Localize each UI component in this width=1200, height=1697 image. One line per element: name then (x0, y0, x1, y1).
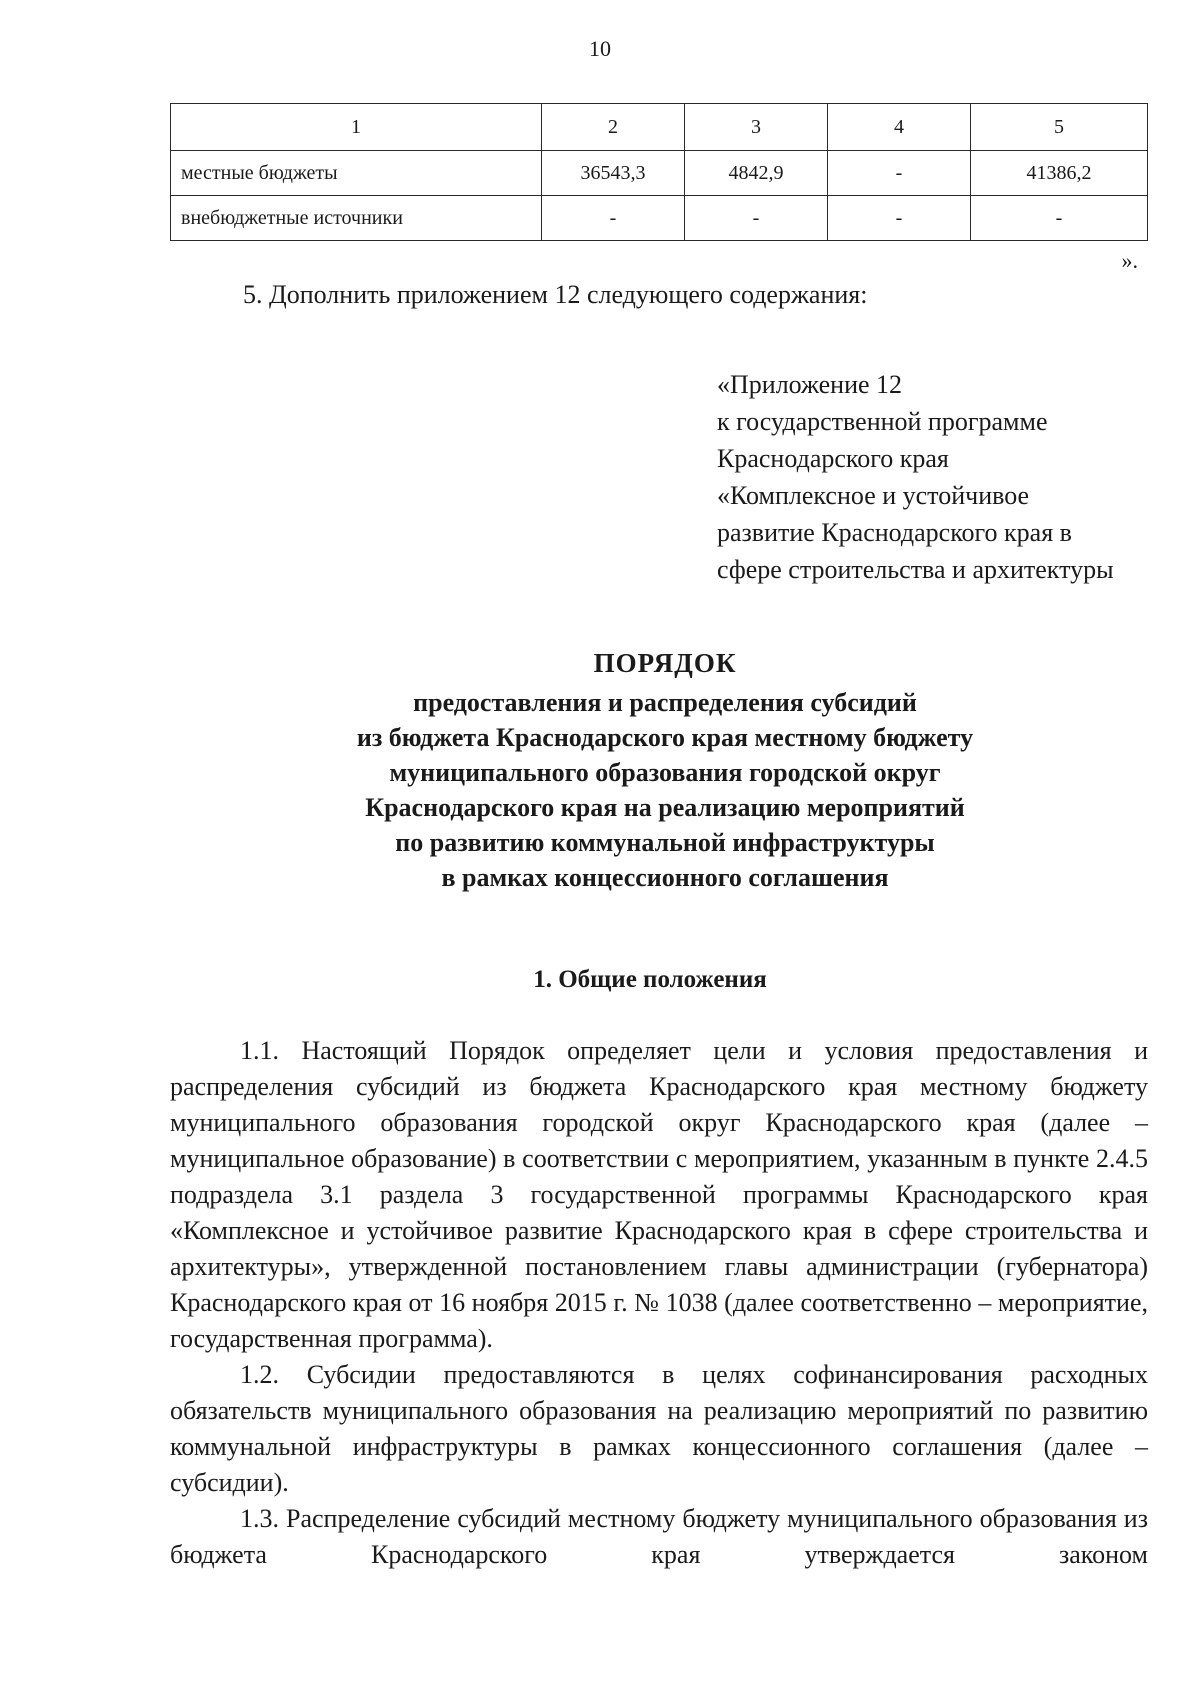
table-header-cell: 5 (971, 104, 1148, 151)
appendix-line: Краснодарского края (717, 444, 949, 473)
page-number: 10 (589, 36, 611, 61)
body-text (170, 1033, 1148, 1573)
document-title-line: из бюджета Краснодарского края местному бюджету (356, 723, 974, 752)
table-row-label: внебюджетные источники (171, 196, 542, 241)
document-title-line: муниципального образования городской округ (389, 758, 941, 787)
appendix-header (717, 366, 1157, 588)
table-cell: - (542, 196, 685, 241)
document-title-line: в рамках концессионного соглашения (441, 863, 889, 892)
appendix-line: «Комплексное и устойчивое (717, 481, 1030, 510)
table-cell: - (971, 196, 1148, 241)
table-header-cell: 4 (828, 104, 971, 151)
table-header-cell: 1 (171, 104, 542, 151)
appendix-line: развитие Краснодарского края в (717, 518, 1072, 547)
section-title: 1. Общие положения (533, 966, 767, 993)
table-cell: - (828, 196, 971, 241)
appendix-line: сфере строительства и архитектуры (717, 555, 1114, 584)
amendment-point-5: 5. Дополнить приложением 12 следующего содержания: (243, 280, 868, 309)
appendix-line: к государственной программе (717, 407, 1048, 436)
budget-table (170, 103, 1148, 241)
document-title-line: Краснодарского края на реализацию мероприятий (365, 793, 965, 822)
document-title-line: предоставления и распределения субсидий (413, 688, 917, 717)
table-header-cell: 2 (542, 104, 685, 151)
table-row-label: местные бюджеты (171, 151, 542, 196)
paragraph-1-1: 1.1. Настоящий Порядок определяет цели и условия предоставления и распределения субсидий из бюджета Краснодарского края местному бюджету муниципального образования городской округ Краснодарского края (далее – муниципальное образование) в соответствии с мероприятием, указанным в пункте 2.4.5 подраздела 3.1 раздела 3 государственной программы Краснодарского края «Комплексное и устойчивое развитие Краснодарского края в сфере строительства и архитектуры», утвержденной постановлением главы администрации (губернатора) Краснодарского края от 16 ноября 2015 г. № 1038 (далее соответственно – мероприятие, государственная программа). (170, 1036, 1148, 1353)
closing-quote: ». (1121, 248, 1138, 273)
paragraph-1-2: 1.2. Субсидии предоставляются в целях софинансирования расходных обязательств муниципального образования на реализацию мероприятий по развитию коммунальной инфраструктуры в рамках концессионного соглашения (далее – субсидии). (170, 1360, 1148, 1497)
table-row (171, 196, 1148, 241)
table-cell: - (828, 151, 971, 196)
table-cell: 4842,9 (685, 151, 828, 196)
table-header-row (171, 104, 1148, 151)
document-title (150, 646, 1180, 895)
table-header-cell: 3 (685, 104, 828, 151)
table-row (171, 151, 1148, 196)
table-cell: - (685, 196, 828, 241)
document-title-line: по развитию коммунальной инфраструктуры (395, 828, 935, 857)
document-title-main: ПОРЯДОК (593, 648, 737, 678)
paragraph-1-3: 1.3. Распределение субсидий местному бюджету муниципального образования из бюджета Краснодарского края утверждается законом (170, 1504, 1148, 1569)
table-cell: 36543,3 (542, 151, 685, 196)
table-cell: 41386,2 (971, 151, 1148, 196)
appendix-line: «Приложение 12 (717, 370, 903, 399)
